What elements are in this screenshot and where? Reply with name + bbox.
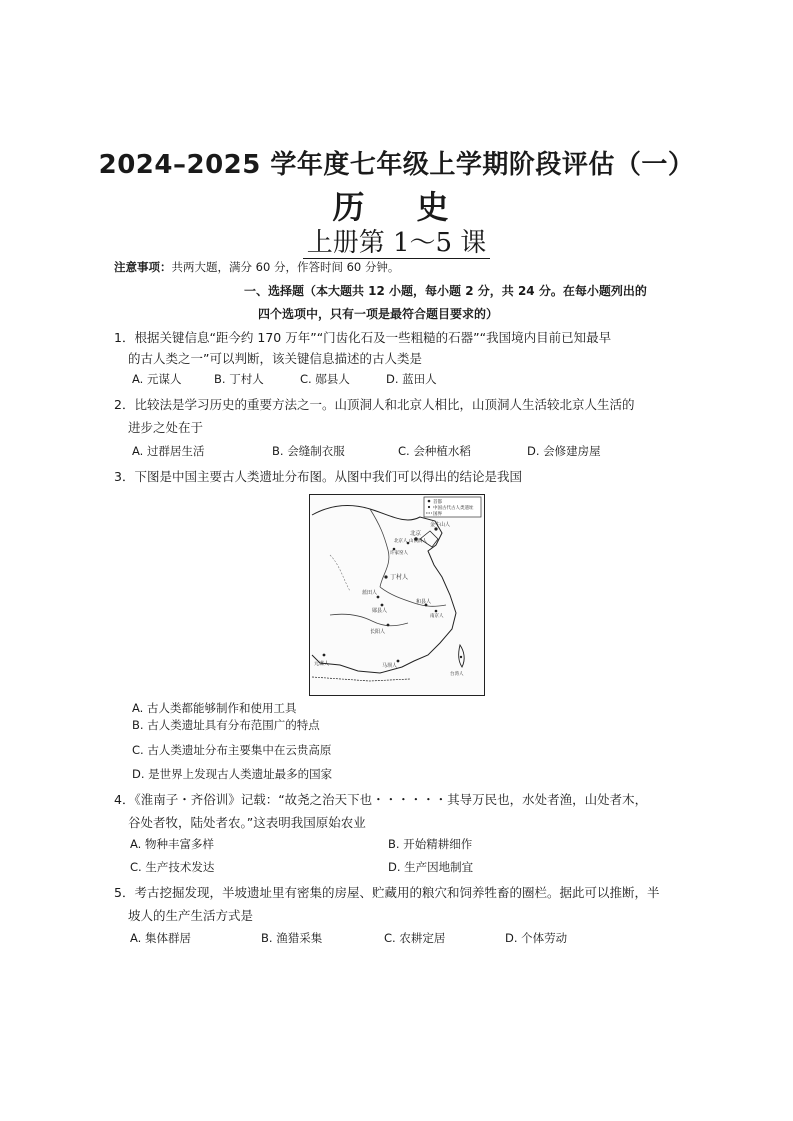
question-2-stem-line1: 2．比较法是学习历史的重要方法之一。山顶洞人和北京人相比，山顶洞人生活较北京人生活的 [114,397,635,412]
site-beijing: 北京 [410,531,422,537]
question-1-option-b: B. 丁村人 [214,372,264,386]
notice-text: 共两大题，满分 60 分，作答时间 60 分钟。 [171,260,400,274]
exam-title: 2024–2025 学年度七年级上学期阶段评估（一） [98,150,695,180]
notice-label: 注意事项： [114,260,172,274]
question-4-option-d: D. 生产因地制宜 [388,860,474,874]
question-5-stem-line2: 坡人的生产生活方式是 [128,908,254,923]
site-jinniushan: 金牛山人 [430,522,451,528]
question-4-stem-line1: 4．《淮南子・齐俗训》记载：“故尧之治天下也・・・・・・其导万民也，水处者渔，山处者木， [114,792,648,807]
question-5-option-a: A. 集体群居 [130,931,191,945]
question-3-option-d: D. 是世界上发现古人类遗址最多的国家 [132,767,333,781]
site-dingcun: 丁村人 [390,574,409,581]
question-2-option-b: B. 会缝制衣服 [272,444,345,458]
site-lantian: 蓝田人 [362,590,378,596]
question-5-option-c: C. 农耕定居 [384,931,446,945]
question-1-option-c: C. 郧县人 [300,372,350,386]
question-3-stem: 3．下图是中国主要古人类遗址分布图。从图中我们可以得出的结论是我国 [114,469,522,484]
scope-heading [0,222,793,259]
question-4-option-c: C. 生产技术发达 [130,860,215,874]
site-hexian: 和县人 [416,599,432,605]
question-2-option-c: C. 会种植水稻 [398,444,471,458]
question-4-stem-line2: 谷处者牧，陆处者农。”这表明我国原始农业 [128,815,366,830]
site-taiwan: 台湾人 [450,672,464,677]
legend-border: 国界 [433,512,442,517]
site-changyang: 长阳人 [370,629,386,635]
subject-heading: 历史 [332,188,501,226]
question-2-stem-line2: 进步之处在于 [128,420,204,435]
section-heading-line2: 四个选项中，只有一项是最符合题目要求的） [258,307,499,321]
legend-site: 中国古代古人类遗址 [433,506,474,511]
question-1-stem-line2: 的古人类之一”可以判断，该关键信息描述的古人类是 [128,351,422,366]
question-1-option-a: A. 元谋人 [132,372,182,386]
site-nanjing: 南京人 [430,614,444,619]
scope-text: 上册第 1～5 课 [303,228,491,259]
site-yuanmou: 元谋人 [314,661,330,667]
site-zhoukoudian: 北京人 山顶洞人 [394,539,427,544]
question-3-option-b: B. 古人类遗址具有分布范围广的特点 [132,718,320,732]
question-5-stem-line1: 5．考古挖掘发现，半坡遗址里有密集的房屋、贮藏用的粮穴和饲养牲畜的圈栏。据此可以推断，半 [114,885,660,900]
question-5-option-d: D. 个体劳动 [505,931,568,945]
question-4-option-b: B. 开始精耕细作 [388,837,473,851]
question-1-stem-line1: 1．根据关键信息“距今约 170 万年”“门齿化石及一些粗糙的石器”“我国境内目前已知最早 [114,330,612,345]
question-3-option-c: C. 古人类遗址分布主要集中在云贵高原 [132,743,332,757]
question-4-option-a: A. 物种丰富多样 [130,837,214,851]
map-figure [309,494,485,696]
question-1-option-d: D. 蓝田人 [386,372,437,386]
question-5-option-b: B. 渔猎采集 [261,931,323,945]
site-yunxian: 郧县人 [372,608,388,614]
section-heading-line1: 一、选择题（本大题共 12 小题，每小题 2 分，共 24 分。在每小题列出的 [244,284,647,298]
site-xujiayao: 许家窑人 [390,551,408,556]
question-3-option-a: A. 古人类都能够制作和使用工具 [132,701,297,715]
question-2-option-d: D. 会修建房屋 [527,444,601,458]
legend-capital: 首都 [433,500,442,505]
notice [114,259,399,275]
question-2-option-a: A. 过群居生活 [132,444,205,458]
site-maba: 马坝人 [382,663,398,669]
